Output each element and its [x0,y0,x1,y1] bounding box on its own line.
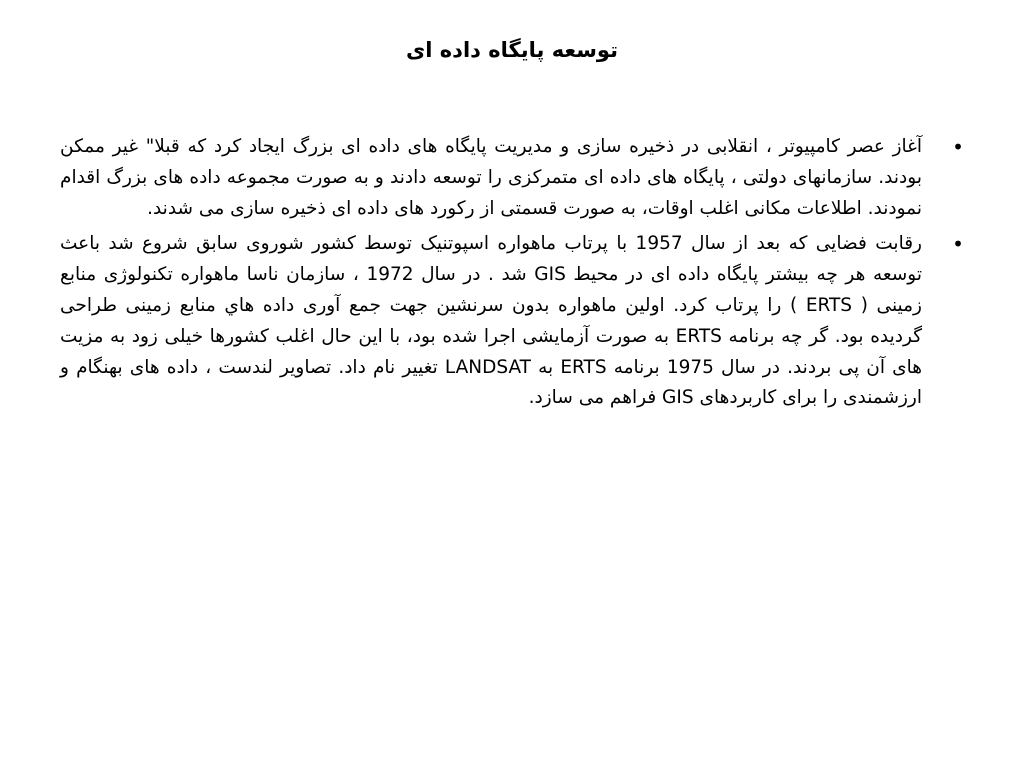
slide-title: توسعه پایگاه داده ای [406,38,618,62]
bullet-item-2 [60,229,965,414]
bullet-text: رقابت فضایی که بعد از سال 1957 با پرتاب ماهواره اسپوتنیک توسط کشور شوروی سابق شروع شد باعث توسعه هر چه بیشتر پایگاه داده ای در محیط GIS شد . در سال 1972 ، سازمان ناسا ماهواره تکنولوژی منابع زمینی ( ERTS ) را پرتاب کرد. اولین ماهواره بدون سرنشین جهت جمع آوری داده هاي منابع زمینی طراحی گردیده بود. گر چه برنامه ERTS به صورت آزمایشی اجرا شده بود، با این حال اغلب کشورها خیلی زود به مزیت های آن پی بردند. در سال 1975 برنامه ERTS به LANDSAT تغییر نام داد. تصاویر لندست ، داده های بهنگام و ارزشمندی را برای کاربردهای GIS فراهم می سازد. [60,233,923,409]
bullet-icon: • [952,135,964,159]
bullet-item-1 [60,132,965,224]
bullet-text: آغاز عصر کامپیوتر ، انقلابی در ذخیره سازی و مدیریت پایگاه های داده ای بزرگ ایجاد کرد که قبلا" غیر ممکن بودند. سازمانهای دولتی ، پایگاه های داده ای متمرکزی را توسعه دادند و به صورت مجموعه داده های بزرگ اقدام نمودند. اطلاعات مکانی اغلب اوقات، به صورت قسمتی از رکورد های داده ای ذخیره سازی می شدند. [60,136,922,219]
bullet-icon: • [952,232,964,257]
bullet-list [60,132,965,419]
